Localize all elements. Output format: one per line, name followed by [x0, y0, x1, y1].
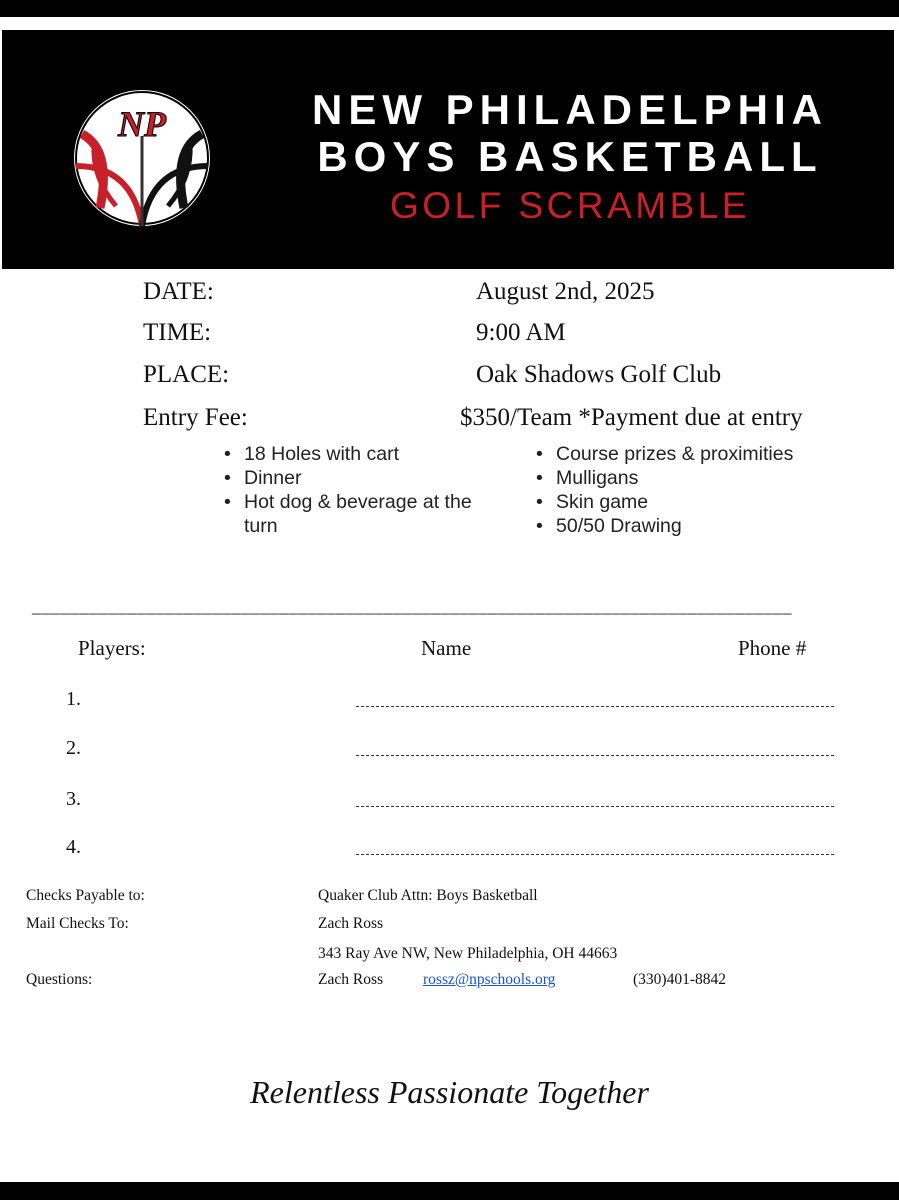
- player-number-3: 3.: [66, 788, 81, 810]
- players-label: Players:: [78, 636, 146, 660]
- event-subtitle: GOLF SCRAMBLE: [389, 185, 751, 226]
- phone-column-header: Phone #: [738, 636, 807, 660]
- list-item: • Mulligans: [536, 466, 876, 490]
- player-1-entry-line[interactable]: [356, 706, 834, 707]
- name-column-header: Name: [421, 636, 472, 660]
- list-item: • 18 Holes with cart: [224, 442, 484, 466]
- player-number-2: 2.: [66, 737, 81, 759]
- basketball-logo: [72, 88, 212, 228]
- contact-email-link[interactable]: rossz@npschools.org: [423, 971, 556, 988]
- player-2-entry-line[interactable]: [356, 755, 834, 756]
- date-value: August 2nd, 2025: [476, 278, 655, 305]
- list-item: • Course prizes & proximities: [536, 442, 876, 466]
- checks-payable-label: Checks Payable to:: [26, 887, 145, 904]
- mail-address: 343 Ray Ave NW, New Philadelphia, OH 44663: [318, 945, 618, 962]
- bottom-bar: [0, 1182, 899, 1200]
- list-item: • Dinner: [224, 466, 484, 490]
- list-item: • 50/50 Drawing: [536, 514, 876, 538]
- time-label: TIME:: [143, 319, 212, 346]
- contact-phone: (330)401-8842: [633, 971, 726, 988]
- title-line-1: NEW PHILADELPHIA: [312, 86, 828, 133]
- contact-name: Zach Ross: [318, 971, 384, 988]
- place-label: PLACE:: [143, 361, 230, 388]
- includes-list-left: [224, 442, 484, 538]
- top-bar: [0, 0, 899, 17]
- player-4-entry-line[interactable]: [356, 854, 834, 855]
- player-3-entry-line[interactable]: [356, 806, 834, 807]
- list-item: • Hot dog & beverage at the turn: [224, 490, 484, 538]
- logo-initials: NP: [118, 104, 166, 144]
- place-value: Oak Shadows Golf Club: [476, 361, 722, 388]
- player-number-4: 4.: [66, 836, 81, 858]
- mail-checks-name: Zach Ross: [318, 915, 384, 932]
- checks-payable-value: Quaker Club Attn: Boys Basketball: [318, 887, 538, 904]
- questions-label: Questions:: [26, 971, 93, 988]
- player-number-1: 1.: [66, 688, 81, 710]
- entry-fee-label: Entry Fee:: [143, 404, 248, 431]
- date-label: DATE:: [143, 278, 214, 305]
- cut-line-divider: ________________________________________________________________________________: [32, 596, 792, 616]
- entry-fee-value: $350/Team *Payment due at entry: [460, 404, 803, 431]
- title-line-2: BOYS BASKETBALL: [317, 133, 823, 180]
- contact-email-wrap: [423, 971, 555, 989]
- time-value: 9:00 AM: [476, 319, 566, 346]
- team-motto: Relentless Passionate Together: [250, 1074, 649, 1110]
- mail-checks-label: Mail Checks To:: [26, 915, 129, 932]
- includes-list-right: [536, 442, 876, 538]
- list-item: • Skin game: [536, 490, 876, 514]
